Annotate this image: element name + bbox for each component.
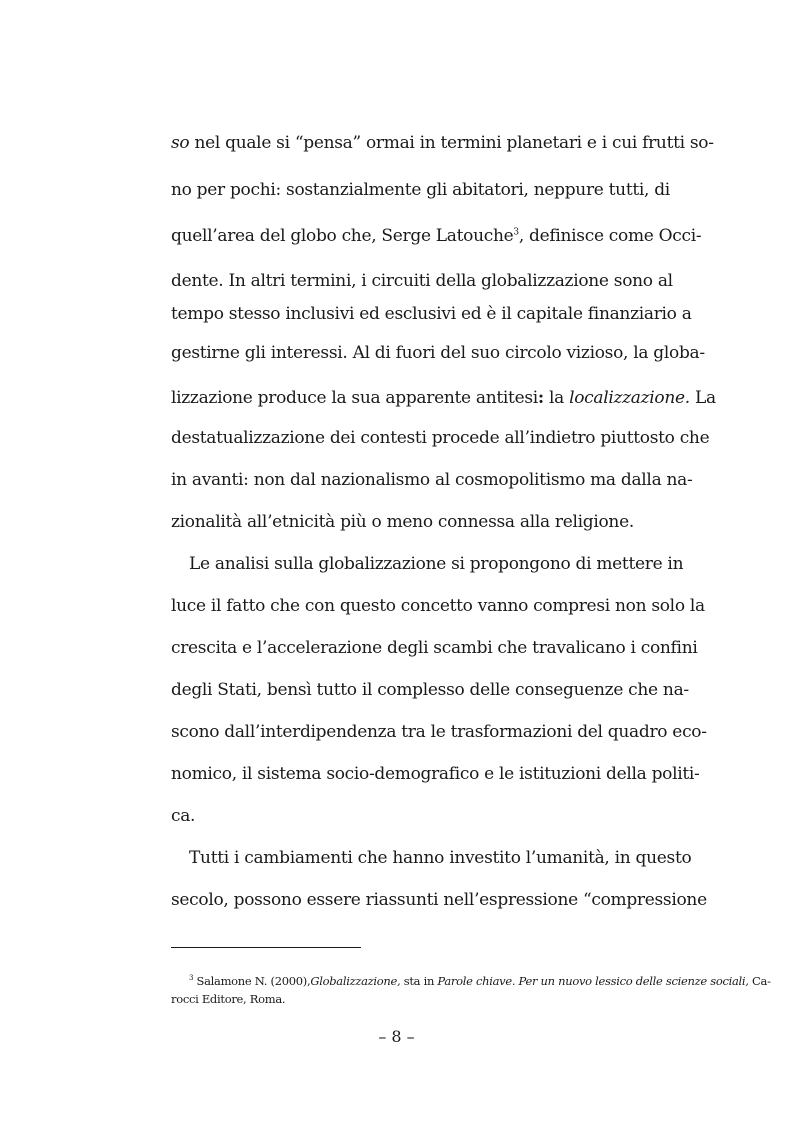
text-line: destatualizzazione dei contesti procede all’indietro piuttosto che bbox=[171, 428, 710, 448]
text-line: in avanti: non dal nazionalismo al cosmopolitismo ma dalla na- bbox=[171, 470, 693, 490]
text-span: la bbox=[543, 388, 570, 408]
text-line: nomico, il sistema socio-demografico e le istituzioni della politi- bbox=[171, 764, 700, 784]
footnote-line bbox=[171, 974, 771, 988]
text-line bbox=[171, 388, 716, 408]
text-italic: Globalizzazione, bbox=[310, 974, 401, 988]
text-line: degli Stati, bensì tutto il complesso delle conseguenze che na- bbox=[171, 680, 689, 700]
text-line: zionalità all’etnicità più o meno connessa alla religione. bbox=[171, 512, 634, 532]
text-line: luce il fatto che con questo concetto vanno compresi non solo la bbox=[171, 596, 705, 616]
text-line: no per pochi: sostanzialmente gli abitatori, neppure tutti, di bbox=[171, 180, 670, 200]
text-bold: : bbox=[537, 388, 544, 408]
text-line: Le analisi sulla globalizzazione si propongono di mettere in bbox=[189, 554, 684, 574]
text-line bbox=[171, 226, 702, 246]
text-italic: localizzazione. bbox=[569, 388, 690, 408]
text-line: dente. In altri termini, i circuiti della globalizzazione sono al bbox=[171, 271, 673, 291]
footnote-divider bbox=[171, 947, 361, 948]
text-span: quell’area del globo che, Serge Latouche bbox=[171, 226, 514, 246]
text-line: crescita e l’accelerazione degli scambi che travalicano i confini bbox=[171, 638, 698, 658]
footnote-line: rocci Editore, Roma. bbox=[171, 992, 286, 1006]
text-line: tempo stesso inclusivi ed esclusivi ed è il capitale finanziario a bbox=[171, 304, 692, 324]
text-line: ca. bbox=[171, 806, 196, 826]
text-span: La bbox=[689, 388, 716, 408]
text-line bbox=[171, 133, 714, 153]
text-line: scono dall’interdipendenza tra le trasformazioni del quadro eco- bbox=[171, 722, 707, 742]
text-span: sta in bbox=[400, 974, 438, 988]
text-span: Salamone N. (2000), bbox=[193, 974, 311, 988]
footnote-number: 3 bbox=[189, 974, 194, 983]
text-span: nel quale si “pensa” ormai in termini planetari e i cui frutti so- bbox=[189, 133, 714, 153]
text-span: , definisce come Occi- bbox=[518, 226, 702, 246]
footnote-ref[interactable]: 3 bbox=[513, 227, 519, 238]
text-span: Ca- bbox=[748, 974, 771, 988]
text-line: secolo, possono essere riassunti nell’espressione “compressione bbox=[171, 890, 707, 910]
page-number: – 8 – bbox=[378, 1027, 415, 1046]
text-italic: Parole chiave. Per un nuovo lessico delle scienze sociali, bbox=[437, 974, 749, 988]
text-span: lizzazione produce la sua apparente antitesi bbox=[171, 388, 538, 408]
text-line: gestirne gli interessi. Al di fuori del suo circolo vizioso, la globa- bbox=[171, 343, 705, 363]
text-line: Tutti i cambiamenti che hanno investito l’umanità, in questo bbox=[189, 848, 692, 868]
text-italic: so bbox=[171, 133, 190, 153]
